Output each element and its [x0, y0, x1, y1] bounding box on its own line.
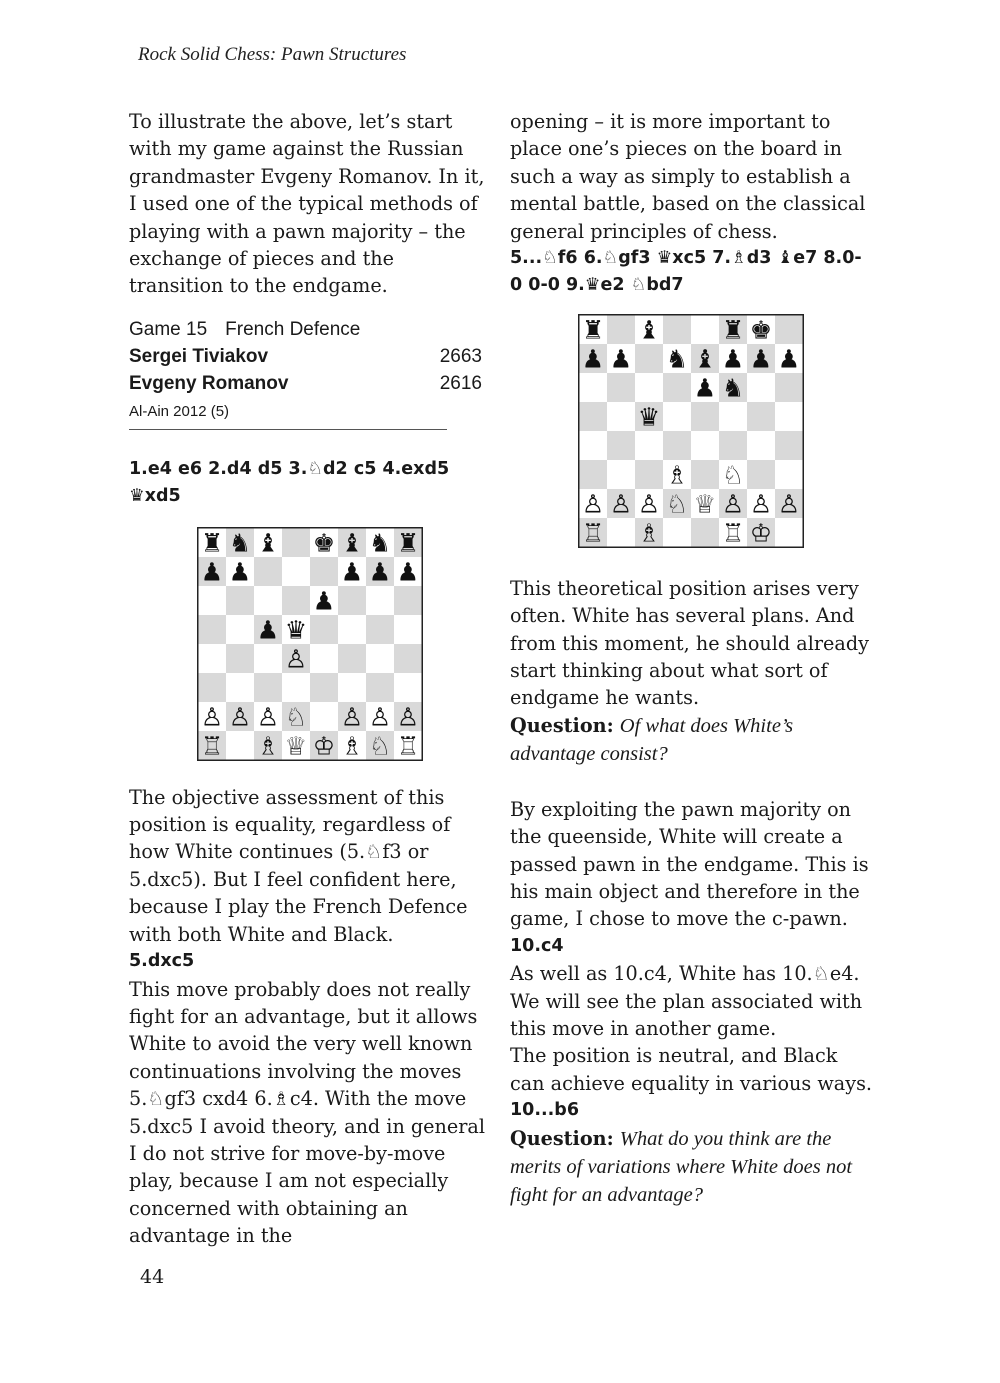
question-2 [510, 1125, 872, 1210]
moves-line-1: 1.e4 e6 2.d4 d5 3.♘d2 c5 4.exd5 ♛xd5 [129, 458, 450, 507]
alternative-paragraph: As well as 10.c4, White has 10.♘e4. We will see the plan associated with this move in another game. [510, 962, 863, 1040]
square-c3 [635, 460, 663, 489]
dxc5-comment: This move probably does not really fight for an advantage, but it allows White to avoid the very well known continuations involving the moves 5.♘gf3 cxd4 6.♗c4. With the move 5.dxc5 I avoid theory, and in general I do not strive for move-by-move play, because I am not especially concerned with obtaining an advantage in the [129, 977, 485, 1248]
black-bishop-c8: ♝ [256, 528, 280, 558]
square-c6 [635, 373, 663, 402]
black-player [129, 370, 482, 397]
square-h5 [775, 402, 803, 431]
white-queen-e2: ♕ [693, 489, 717, 519]
square-d8 [663, 315, 691, 344]
black-pawn-c5: ♟ [256, 615, 280, 645]
square-h6 [394, 586, 422, 615]
square-e3 [310, 673, 338, 702]
square-c4 [635, 431, 663, 460]
white-king-e1: ♔ [312, 731, 336, 761]
opening-name: French Defence [225, 318, 361, 340]
black-pawn-e6: ♟ [312, 586, 336, 616]
black-pawn-e6: ♟ [693, 373, 717, 403]
black-knight-b8: ♞ [228, 528, 252, 558]
white-pawn-h2: ♙ [777, 489, 801, 519]
game-header [129, 316, 491, 430]
square-e1 [691, 518, 719, 547]
square-e7 [310, 557, 338, 586]
white-rook-a1: ♖ [581, 518, 605, 548]
square-g3 [747, 460, 775, 489]
page-number: 44 [140, 1266, 165, 1288]
white-bishop-c1: ♗ [637, 518, 661, 548]
square-g3 [366, 673, 394, 702]
square-d7 [282, 557, 310, 586]
square-e5 [691, 402, 719, 431]
square-g6 [366, 586, 394, 615]
black-pawn-f7: ♟ [721, 344, 745, 374]
white-pawn-b2: ♙ [228, 702, 252, 732]
white-player [129, 343, 482, 370]
black-pawn-h7: ♟ [777, 344, 801, 374]
square-h4 [394, 644, 422, 673]
event-info: Al-Ain 2012 (5) [129, 402, 230, 420]
black-queen-d5: ♛ [284, 615, 308, 645]
white-bishop-d3: ♗ [665, 460, 689, 490]
square-f4 [338, 644, 366, 673]
white-knight-g1: ♘ [368, 731, 392, 761]
square-d5 [663, 402, 691, 431]
square-f5 [719, 402, 747, 431]
white-king-g1: ♔ [749, 518, 773, 548]
theoretical-paragraph: This theoretical position arises very often. White has several plans. And from this moment, he should already start thinking about what sort of endgame he wants. [510, 576, 869, 710]
neutral-paragraph: The position is neutral, and Black can achieve equality in various ways. [510, 1044, 873, 1095]
white-pawn-b2: ♙ [609, 489, 633, 519]
white-rook-f1: ♖ [721, 518, 745, 548]
black-pawn-g7: ♟ [368, 557, 392, 587]
white-player-name: Sergei Tiviakov [129, 345, 269, 367]
square-a3 [579, 460, 607, 489]
white-pawn-a2: ♙ [581, 489, 605, 519]
question-2-text: What do you think are the merits of variations where White does not fight for an advantage? [510, 1127, 853, 1207]
square-b4 [607, 431, 635, 460]
white-knight-f3: ♘ [721, 460, 745, 490]
black-pawn-b7: ♟ [609, 344, 633, 374]
square-b8 [607, 315, 635, 344]
square-d1 [663, 518, 691, 547]
black-rook-a8: ♜ [581, 315, 605, 345]
square-b3 [607, 460, 635, 489]
left-column [129, 108, 491, 1250]
square-d3 [282, 673, 310, 702]
black-knight-g8: ♞ [368, 528, 392, 558]
black-king-g8: ♚ [749, 315, 773, 345]
black-rook-f8: ♜ [721, 315, 745, 345]
square-g4 [747, 431, 775, 460]
square-a5 [198, 615, 226, 644]
square-e3 [691, 460, 719, 489]
black-king-e8: ♚ [312, 528, 336, 558]
square-c7 [635, 344, 663, 373]
square-a4 [579, 431, 607, 460]
square-b4 [226, 644, 254, 673]
black-pawn-h7: ♟ [396, 557, 420, 587]
square-h3 [775, 460, 803, 489]
square-a3 [198, 673, 226, 702]
square-f6 [338, 586, 366, 615]
chess-diagram-1 [197, 527, 423, 762]
question-1-text: Of what does White’s advantage consist? [510, 714, 794, 766]
square-b1 [226, 731, 254, 760]
black-pawn-f7: ♟ [340, 557, 364, 587]
game-tag [129, 316, 491, 343]
white-bishop-c1: ♗ [256, 731, 280, 761]
square-h4 [775, 431, 803, 460]
black-rook-h8: ♜ [396, 528, 420, 558]
black-pawn-b7: ♟ [228, 557, 252, 587]
white-pawn-d4: ♙ [284, 644, 308, 674]
square-b5 [607, 402, 635, 431]
white-pawn-a2: ♙ [200, 702, 224, 732]
square-d6 [282, 586, 310, 615]
white-pawn-c2: ♙ [256, 702, 280, 732]
square-g5 [366, 615, 394, 644]
square-b3 [226, 673, 254, 702]
square-h1 [775, 518, 803, 547]
square-b1 [607, 518, 635, 547]
square-d8 [282, 528, 310, 557]
white-pawn-f2: ♙ [721, 489, 745, 519]
opening-paragraph: opening – it is more important to place one’s pieces on the board in such a way as simply to establish a mental battle, based on the classical general principles of chess. [510, 110, 866, 243]
square-h3 [394, 673, 422, 702]
white-knight-d2: ♘ [665, 489, 689, 519]
game-number: Game 15 [129, 318, 208, 340]
black-rook-a8: ♜ [200, 528, 224, 558]
square-d6 [663, 373, 691, 402]
square-a6 [579, 373, 607, 402]
square-a6 [198, 586, 226, 615]
black-player-name: Evgeny Romanov [129, 372, 289, 394]
black-player-rating: 2616 [439, 372, 482, 394]
square-e5 [310, 615, 338, 644]
white-pawn-h2: ♙ [396, 702, 420, 732]
square-c4 [254, 644, 282, 673]
square-e8 [691, 315, 719, 344]
square-e4 [310, 644, 338, 673]
right-column [510, 108, 872, 1210]
black-queen-c5: ♛ [637, 402, 661, 432]
black-knight-d7: ♞ [665, 344, 689, 374]
white-rook-a1: ♖ [200, 731, 224, 761]
black-bishop-e7: ♝ [693, 344, 717, 374]
white-pawn-g2: ♙ [749, 489, 773, 519]
majority-paragraph: By exploiting the pawn majority on the queenside, White will create a passed pawn in the endgame. This is his main object and therefore in the game, I chose to move the c-pawn. [510, 797, 869, 931]
square-c7 [254, 557, 282, 586]
square-a4 [198, 644, 226, 673]
black-pawn-g7: ♟ [749, 344, 773, 374]
moves-line-2: 5...♘f6 6.♘gf3 ♛xc5 7.♗d3 ♝e7 8.0-0 0-0 9.♛e2 ♘bd7 [510, 248, 862, 296]
intro-paragraph: To illustrate the above, let’s start with my game against the Russian grandmaster Evgeny Romanov. In it, I used one of the typical methods of playing with a pawn majority – the exchange of pieces and the transition to the endgame. [129, 110, 485, 298]
square-b6 [226, 586, 254, 615]
running-title: Rock Solid Chess: Pawn Structures [138, 44, 407, 65]
black-bishop-c8: ♝ [637, 315, 661, 345]
white-queen-d1: ♕ [284, 731, 308, 761]
square-h5 [394, 615, 422, 644]
white-knight-d2: ♘ [284, 702, 308, 732]
white-pawn-c2: ♙ [637, 489, 661, 519]
assessment-paragraph: The objective assessment of this position is equality, regardless of how White continues (5.♘f3 or 5.dxc5). But I feel confident here, because I play the French Defence with both White and Black. [129, 785, 468, 946]
question-1-label: Question: [510, 713, 614, 737]
question-1 [510, 712, 872, 769]
black-knight-f6: ♞ [721, 373, 745, 403]
square-f5 [338, 615, 366, 644]
move-10-b6: 10...b6 [510, 1100, 580, 1121]
white-rook-h1: ♖ [396, 731, 420, 761]
black-bishop-f8: ♝ [340, 528, 364, 558]
square-e4 [691, 431, 719, 460]
move-10-c4: 10.c4 [510, 935, 564, 956]
black-pawn-a7: ♟ [200, 557, 224, 587]
square-b5 [226, 615, 254, 644]
square-e2 [310, 702, 338, 731]
white-pawn-g2: ♙ [368, 702, 392, 732]
move-5-dxc5: 5.dxc5 [129, 951, 195, 972]
square-g6 [747, 373, 775, 402]
chess-diagram-2 [578, 314, 804, 549]
question-2-label: Question: [510, 1126, 614, 1150]
square-a5 [579, 402, 607, 431]
white-pawn-f2: ♙ [340, 702, 364, 732]
square-h8 [775, 315, 803, 344]
square-g5 [747, 402, 775, 431]
square-f4 [719, 431, 747, 460]
black-pawn-a7: ♟ [581, 344, 605, 374]
square-b6 [607, 373, 635, 402]
white-player-rating: 2663 [439, 345, 482, 367]
square-h6 [775, 373, 803, 402]
square-g4 [366, 644, 394, 673]
square-f3 [338, 673, 366, 702]
white-bishop-f1: ♗ [340, 731, 364, 761]
square-d4 [663, 431, 691, 460]
square-c3 [254, 673, 282, 702]
square-c6 [254, 586, 282, 615]
